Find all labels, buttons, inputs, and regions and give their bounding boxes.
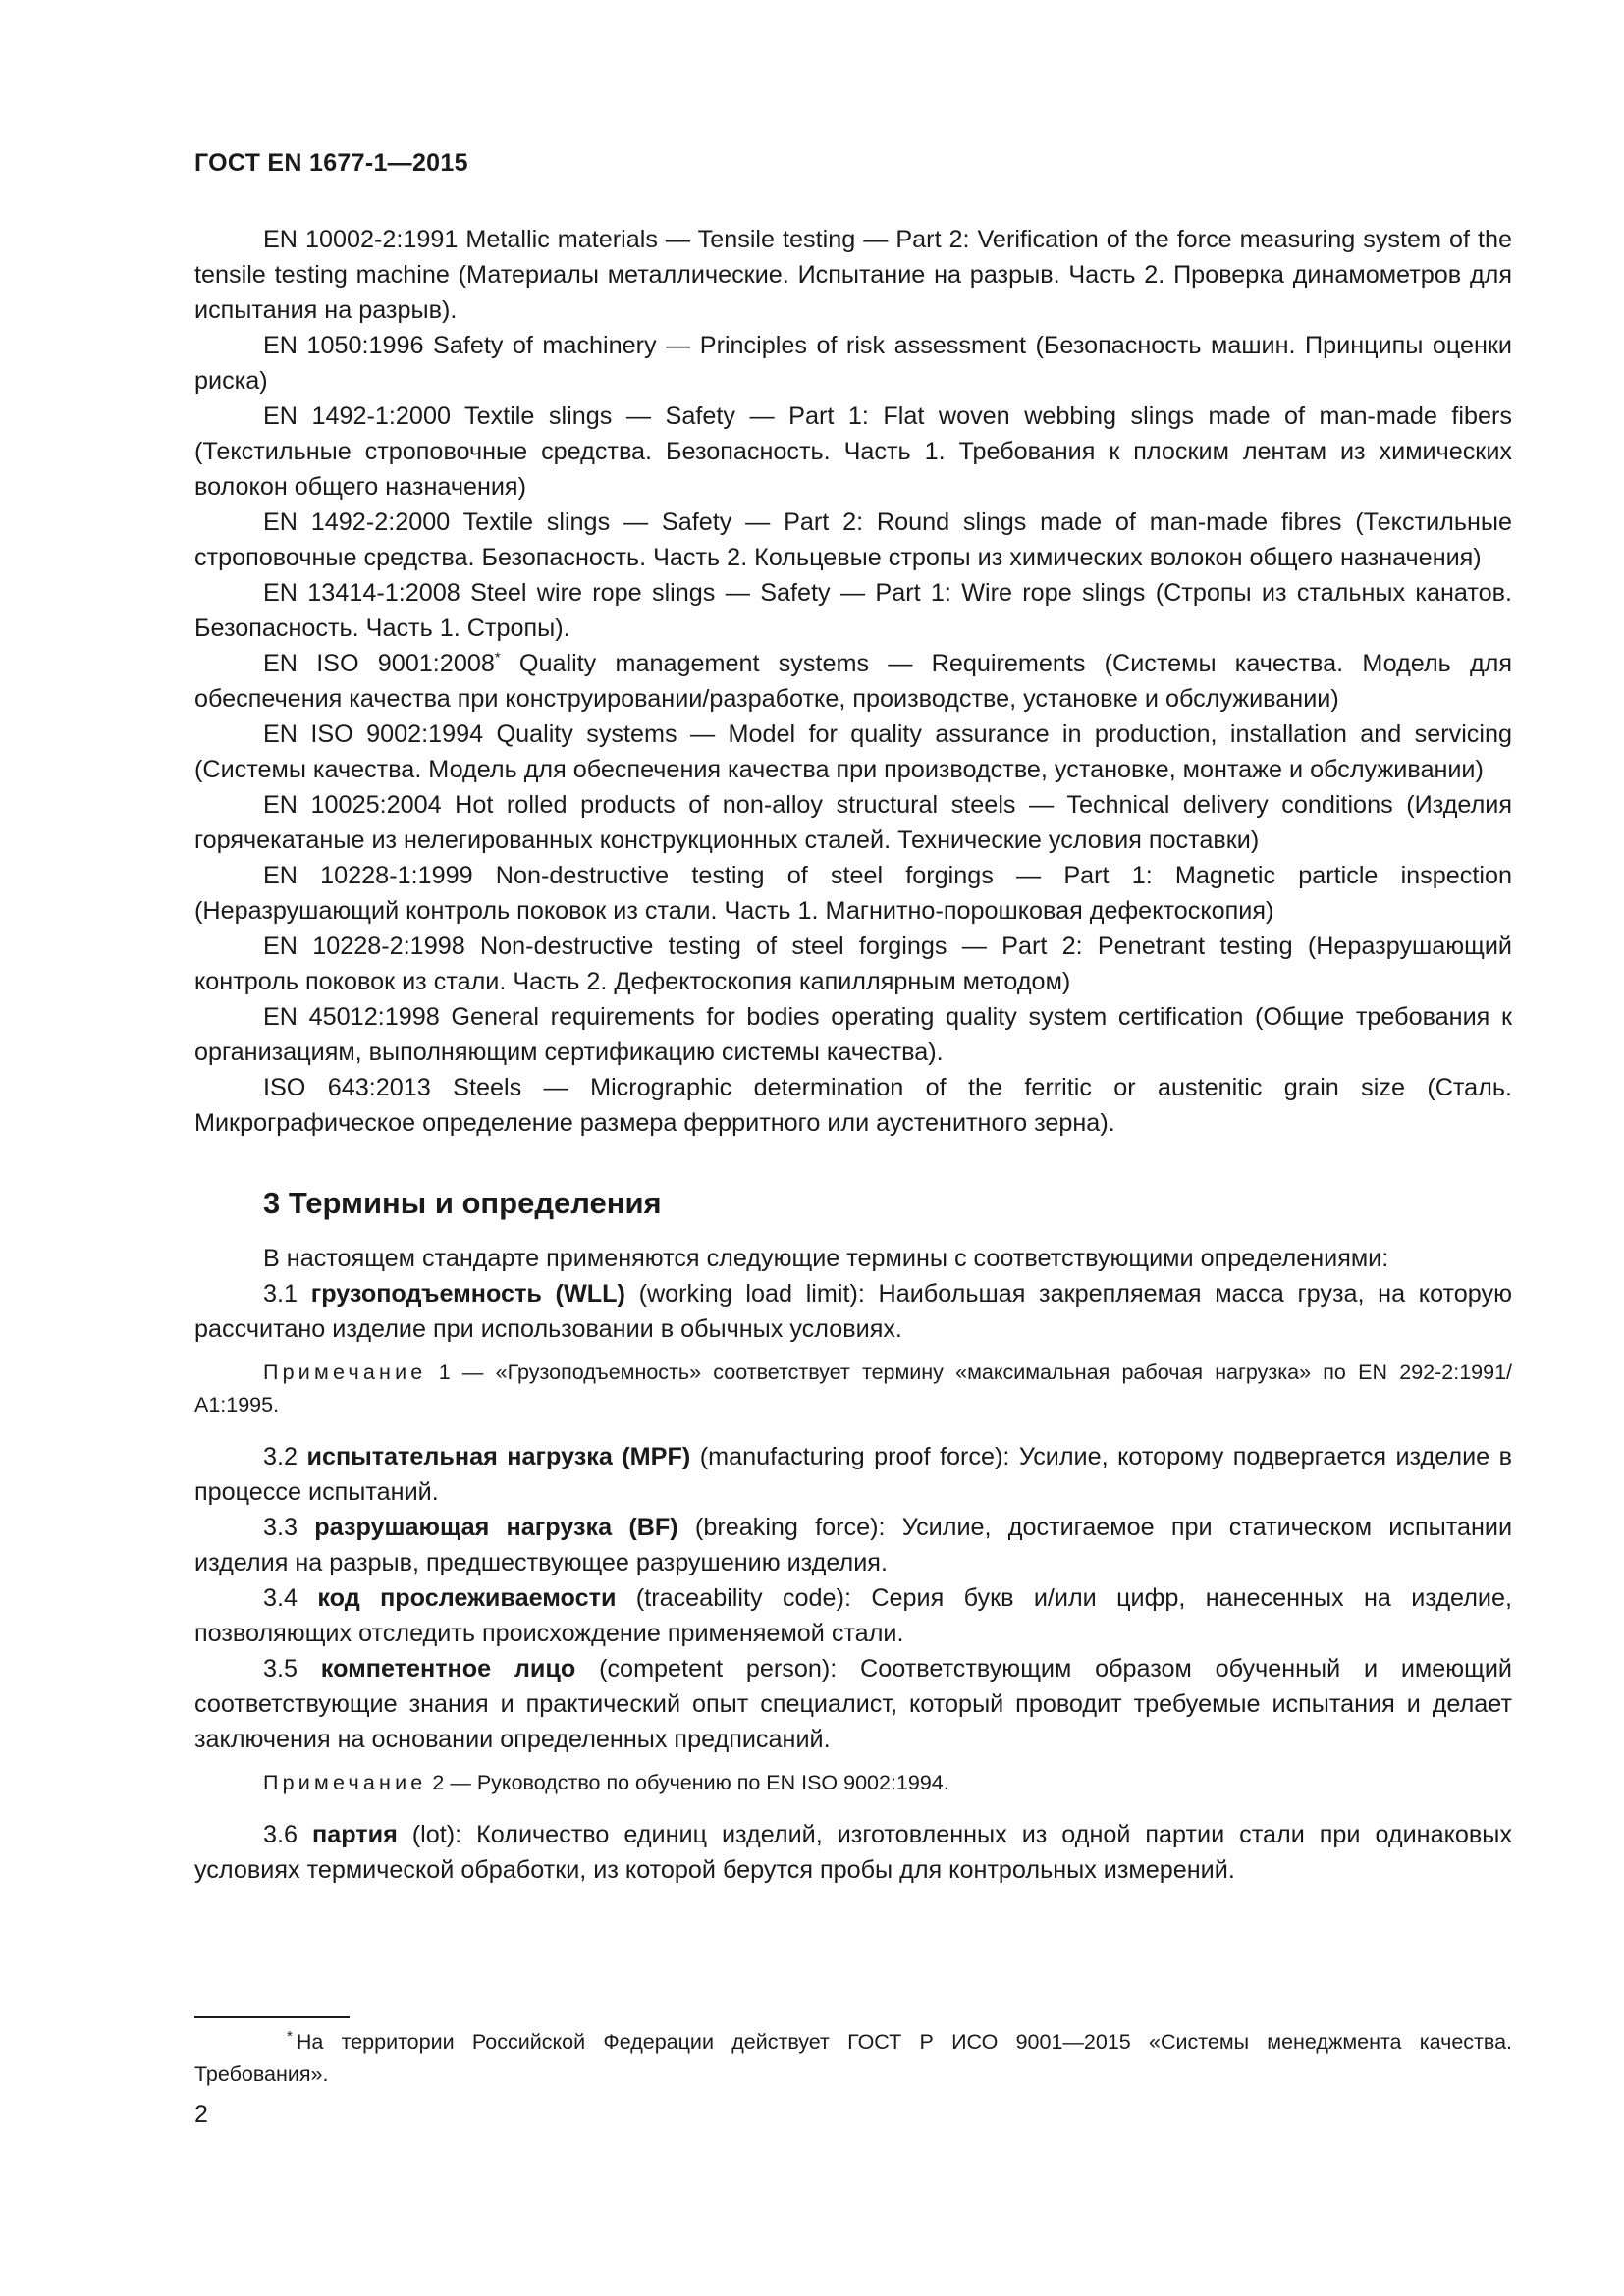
- document-header: ГОСТ EN 1677-1—2015: [194, 149, 468, 177]
- note-label: Примечание: [263, 1771, 427, 1794]
- term-definition-3-5: [194, 1651, 1512, 1757]
- reference-item: EN 1492-1:2000 Textile slings — Safety — Part 1: Flat woven webbing slings made of man-made fibers (Текстильные строповочные средства. Безопасность. Часть 1. Требования к плоским лентам из химических волокон общего назначения): [194, 402, 1512, 501]
- term-text: (working load limit): Наибольшая закрепляемая масса груза, на которую рассчитано изделие при использовании в обычных условиях.: [194, 1280, 1512, 1343]
- term-name: партия: [312, 1821, 398, 1848]
- note-text: 2 — Руководство по обучению по EN ISO 9002:1994.: [426, 1771, 949, 1794]
- reference-item: EN 45012:1998 General requirements for bodies operating quality system certification (Общие требования к организациям, выполняющим сертификацию системы качества).: [194, 1003, 1512, 1066]
- term-text: (manufacturing proof force): Усилие, которому подвергается изделие в процессе испытаний.: [194, 1443, 1512, 1506]
- term-definition-3-6: [194, 1817, 1512, 1888]
- term-text: (breaking force): Усилие, достигаемое при статическом испытании изделия на разрыв, предшествующее разрушению изделия.: [194, 1514, 1513, 1576]
- footnote-reference-mark[interactable]: *: [494, 649, 501, 667]
- term-number: 3.1: [263, 1280, 311, 1308]
- term-definition-3-4: [194, 1580, 1512, 1651]
- term-definition-3-2: [194, 1439, 1512, 1510]
- term-number: 3.6: [263, 1821, 312, 1848]
- reference-item-iso9001: [194, 646, 1512, 717]
- reference-code: EN ISO 9001:2008: [263, 650, 495, 677]
- term-text: (traceability code): Серия букв и/или цифр, нанесенных на изделие, позволяющих отследить происхождение применяемой стали.: [194, 1584, 1512, 1647]
- term-name: разрушающая нагрузка (BF): [314, 1514, 678, 1541]
- term-name: код прослеживаемости: [317, 1584, 617, 1612]
- term-definition-3-1: [194, 1276, 1512, 1347]
- reference-item: EN ISO 9002:1994 Quality systems — Model for quality assurance in production, installation and servicing (Системы качества. Модель для обеспечения качества при производстве, установке, монтаже и обслуживании): [194, 721, 1512, 783]
- reference-item: EN 10228-1:1999 Non-destructive testing of steel forgings — Part 1: Magnetic particle inspection (Неразрушающий контроль поковок из стали. Часть 1. Магнитно-порошковая дефектоскопия): [194, 862, 1512, 925]
- term-number: 3.2: [263, 1443, 307, 1470]
- page-number: 2: [194, 2101, 208, 2128]
- footnote-divider: [194, 2016, 350, 2018]
- reference-item: EN 10002-2:1991 Metallic materials — Tensile testing — Part 2: Verification of the force measuring system of the tensile testing machine (Материалы металлические. Испытание на разрыв. Часть 2. Проверка динамометров для испытания на разрыв).: [194, 226, 1512, 324]
- reference-text: Quality management systems — Requirements (Системы качества. Модель для обеспечения качества при конструировании/разработке, производстве, установке и обслуживании): [194, 650, 1512, 713]
- term-definition-3-3: [194, 1510, 1512, 1580]
- document-body: [194, 222, 1512, 1888]
- note-2: [194, 1767, 1512, 1799]
- note-label: Примечание: [263, 1361, 427, 1384]
- term-name: грузоподъемность (WLL): [310, 1280, 625, 1308]
- reference-item: EN 1050:1996 Safety of machinery — Principles of risk assessment (Безопасность машин. Принципы оценки риска): [194, 332, 1512, 395]
- reference-item: EN 13414-1:2008 Steel wire rope slings — Safety — Part 1: Wire rope slings (Стропы из стальных канатов. Безопасность. Часть 1. Стропы).: [194, 579, 1512, 642]
- reference-item: EN 10025:2004 Hot rolled products of non-alloy structural steels — Technical delivery conditions (Изделия горячекатаные из нелегированных конструкционных сталей. Технические условия поставки): [194, 791, 1512, 854]
- term-text: (competent person): Соответствующим образом обученный и имеющий соответствующие знания и практический опыт специалист, который проводит требуемые испытания и делает заключения на основании определенных предписаний.: [194, 1655, 1513, 1753]
- footnote-mark: *: [287, 2027, 293, 2045]
- term-number: 3.4: [263, 1584, 318, 1612]
- reference-item: EN 10228-2:1998 Non-destructive testing of steel forgings — Part 2: Penetrant testing (Неразрушающий контроль поковок из стали. Часть 2. Дефектоскопия капиллярным методом): [194, 933, 1512, 995]
- note-text: 1 — «Грузоподъемность» соответствует термину «максимальная рабочая нагрузка» по EN 292-2:1991/А1:1995.: [194, 1361, 1512, 1416]
- section-title: 3 Термины и определения: [263, 1186, 662, 1220]
- term-number: 3.3: [263, 1514, 315, 1541]
- term-name: компетентное лицо: [320, 1655, 576, 1682]
- footnote-text: На территории Российской Федерации действует ГОСТ Р ИСО 9001—2015 «Системы менеджмента качества. Требования».: [194, 2030, 1512, 2086]
- term-name: испытательная нагрузка (MPF): [306, 1443, 691, 1470]
- section-intro: В настоящем стандарте применяются следующие термины с соответствующими определениями:: [263, 1245, 1389, 1272]
- reference-item: EN 1492-2:2000 Textile slings — Safety — Part 2: Round slings made of man-made fibres (Текстильные строповочные средства. Безопасность. Часть 2. Кольцевые стропы из химических волокон общего назначения): [194, 508, 1512, 571]
- term-text: (lot): Количество единиц изделий, изготовленных из одной партии стали при одинаковых условиях термической обработки, из которой берутся пробы для контрольных измерений.: [194, 1821, 1512, 1884]
- footnote: [194, 2026, 1512, 2091]
- document-page: [194, 0, 1512, 2296]
- term-number: 3.5: [263, 1655, 321, 1682]
- reference-item: ISO 643:2013 Steels — Micrographic determination of the ferritic or austenitic grain size (Сталь. Микрографическое определение размера ферритного или аустенитного зерна).: [194, 1074, 1512, 1137]
- note-1: [194, 1357, 1512, 1421]
